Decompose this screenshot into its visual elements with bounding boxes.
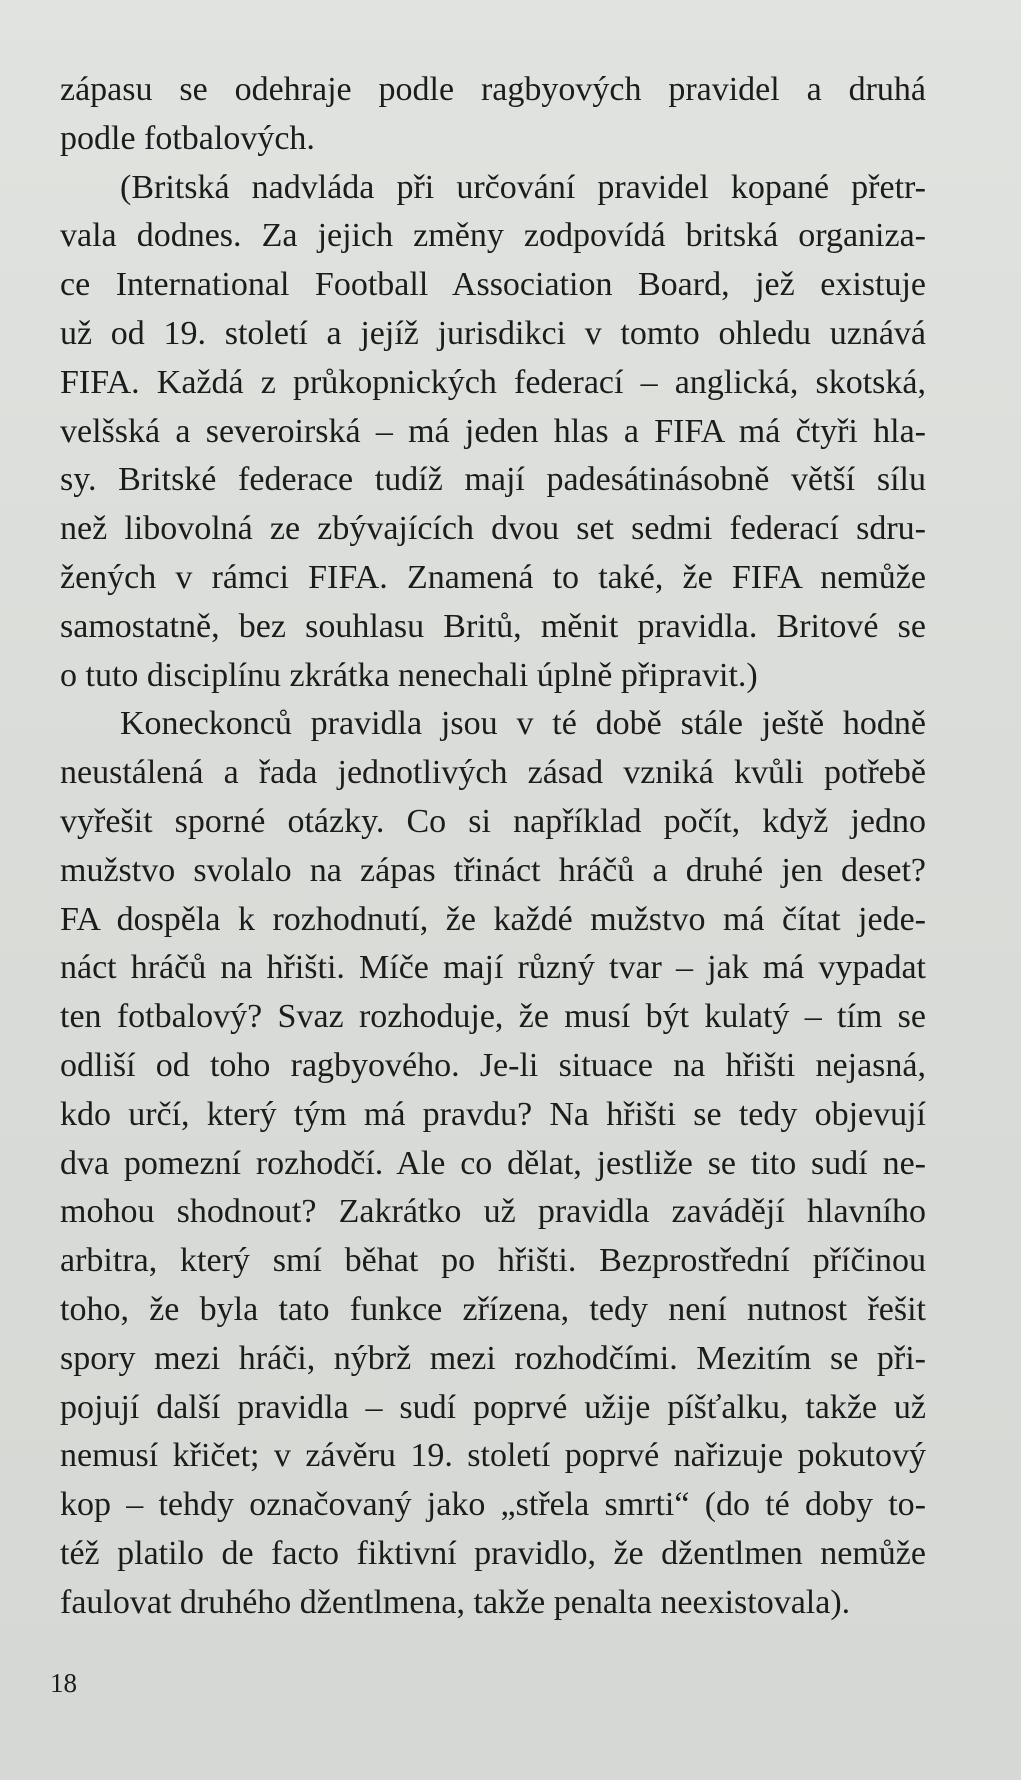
text-line: též platilo de facto fiktivní pravidlo, že džentlmen nemůže: [60, 1534, 926, 1572]
text-line: žených v rámci FIFA. Znamená to také, že FIFA nemůže: [60, 558, 926, 596]
text-line: ten fotbalový? Svaz rozhoduje, že musí být kulatý – tím se: [60, 998, 926, 1036]
text-line: zápasu se odehraje podle ragbyových pravidel a druhá: [60, 71, 926, 108]
text-line: vyřešit sporné otázky. Co si například počít, když jedno: [60, 802, 926, 840]
text-line: ce International Football Association Board, jež existuje: [60, 266, 926, 304]
text-line: arbitra, který smí běhat po hřišti. Bezprostřední příčinou: [60, 1242, 926, 1280]
text-line: velšská a severoirská – má jeden hlas a FIFA má čtyři hla-: [60, 412, 926, 450]
body-text: [60, 66, 926, 1628]
text-line: vala dodnes. Za jejich změny zodpovídá britská organiza-: [60, 217, 926, 255]
text-line: neustálená a řada jednotlivých zásad vzniká kvůli potřebě: [60, 754, 926, 792]
text-line: faulovat druhého džentlmena, takže penalta neexistovala).: [60, 1583, 851, 1621]
text-line: (Britská nadvláda při určování pravidel kopané přetr-: [120, 168, 926, 206]
text-line: už od 19. století a jejíž jurisdikci v tomto ohledu uznává: [60, 314, 926, 352]
text-line: náct hráčů na hřišti. Míče mají různý tvar – jak má vypadat: [60, 949, 926, 987]
text-line: Koneckonců pravidla jsou v té době stále ještě hodně: [120, 705, 926, 743]
text-line: nemusí křičet; v závěru 19. století poprvé nařizuje pokutový: [60, 1437, 926, 1475]
text-line: kop – tehdy označovaný jako „střela smrti“ (do té doby to-: [60, 1486, 926, 1524]
page-number: 18: [50, 1668, 77, 1698]
text-line: toho, že byla tato funkce zřízena, tedy není nutnost řešit: [60, 1290, 926, 1328]
paragraph: [60, 164, 926, 701]
text-line: dva pomezní rozhodčí. Ale co dělat, jestliže se tito sudí ne-: [60, 1144, 926, 1182]
paragraph: [60, 700, 926, 1627]
text-line: mohou shodnout? Zakrátko už pravidla zavádějí hlavního: [60, 1193, 926, 1231]
text-line: FIFA. Každá z průkopnických federací – anglická, skotská,: [60, 363, 926, 401]
text-line: spory mezi hráči, nýbrž mezi rozhodčími. Mezitím se při-: [60, 1339, 926, 1377]
text-line: podle fotbalových.: [60, 119, 315, 157]
text-line: než libovolná ze zbývajících dvou set sedmi federací sdru-: [60, 510, 926, 548]
text-line: kdo určí, který tým má pravdu? Na hřišti se tedy objevují: [60, 1095, 926, 1133]
text-line: samostatně, bez souhlasu Britů, měnit pravidla. Britové se: [60, 607, 926, 645]
text-line: pojují další pravidla – sudí poprvé užije píšťalku, takže už: [60, 1388, 926, 1426]
text-line: odliší od toho ragbyového. Je-li situace na hřišti nejasná,: [60, 1046, 926, 1084]
text-line: o tuto disciplínu zkrátka nenechali úplně připravit.): [60, 656, 758, 694]
text-line: sy. Britské federace tudíž mají padesátinásobně větší sílu: [60, 461, 926, 499]
text-line: FA dospěla k rozhodnutí, že každé mužstvo má čítat jede-: [60, 900, 926, 938]
paragraph: [60, 66, 926, 164]
text-line: mužstvo svolalo na zápas třináct hráčů a druhé jen deset?: [60, 851, 926, 889]
